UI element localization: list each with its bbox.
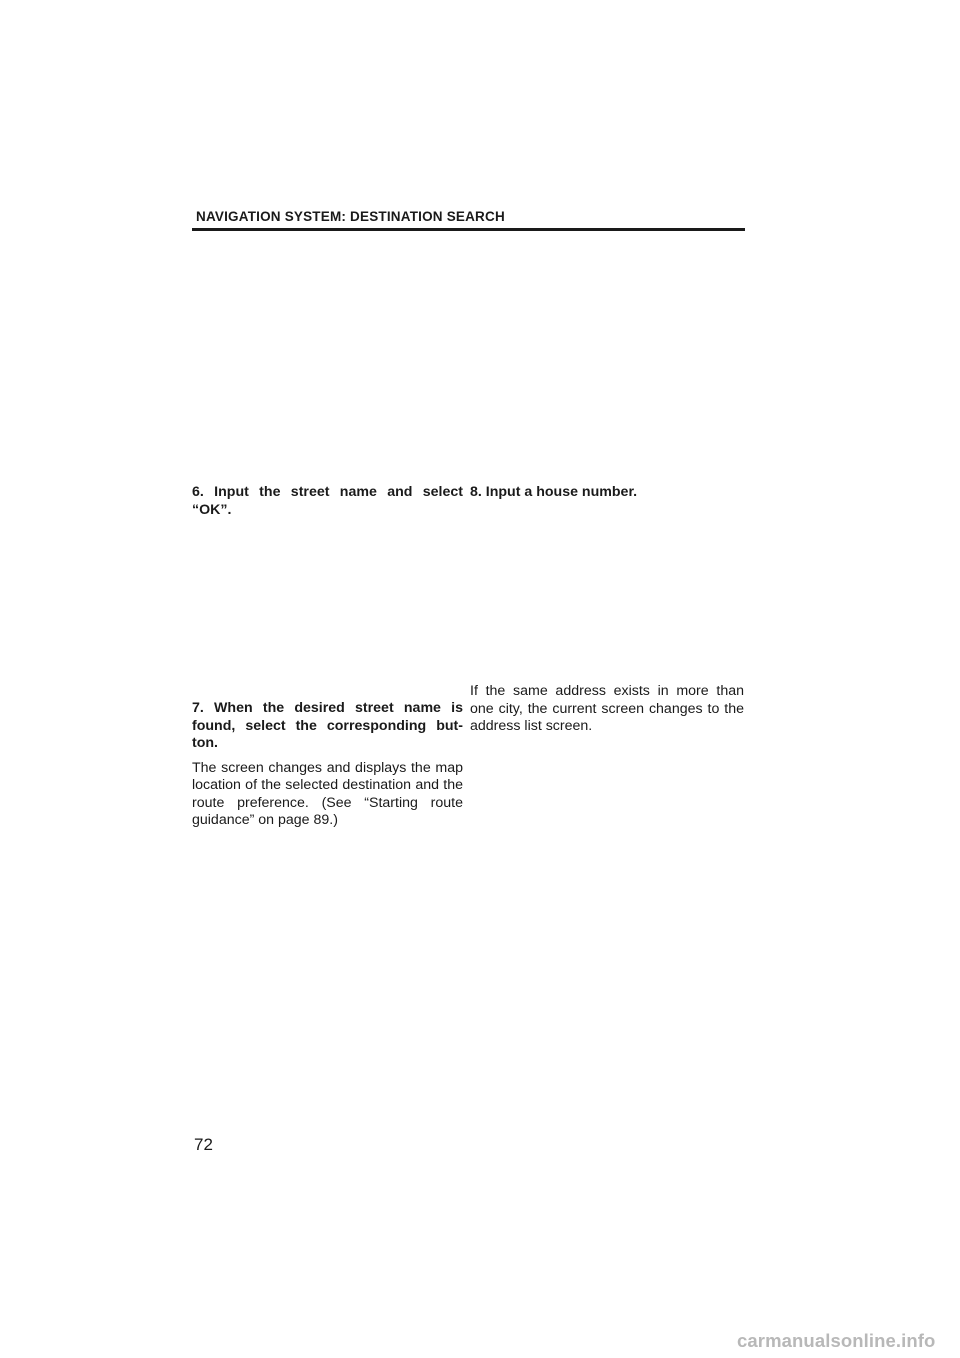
step-6-instruction: 6. Input the street name and select “OK”. <box>192 484 463 518</box>
step-8-instruction: 8. Input a house number. <box>470 484 638 500</box>
section-header: NAVIGATION SYSTEM: DESTINATION SEARCH <box>196 209 505 224</box>
page-number: 72 <box>194 1135 213 1154</box>
step-8-note-block <box>470 683 744 736</box>
step-6-block <box>192 484 463 519</box>
header-rule <box>192 228 745 231</box>
step-8-block <box>470 484 744 502</box>
step-7-instruction: 7. When the desired street name is found, select the corresponding but-ton. <box>192 700 463 751</box>
watermark: carmanualsonline.info <box>737 1330 936 1351</box>
step-7-block <box>192 700 463 830</box>
step-7-description: The screen changes and displays the map location of the selected destination and the route preference. (See “Starting route guidance” on page 89.) <box>192 759 463 828</box>
step-8-description: If the same address exists in more than one city, the current screen changes to the address list screen. <box>470 683 744 734</box>
